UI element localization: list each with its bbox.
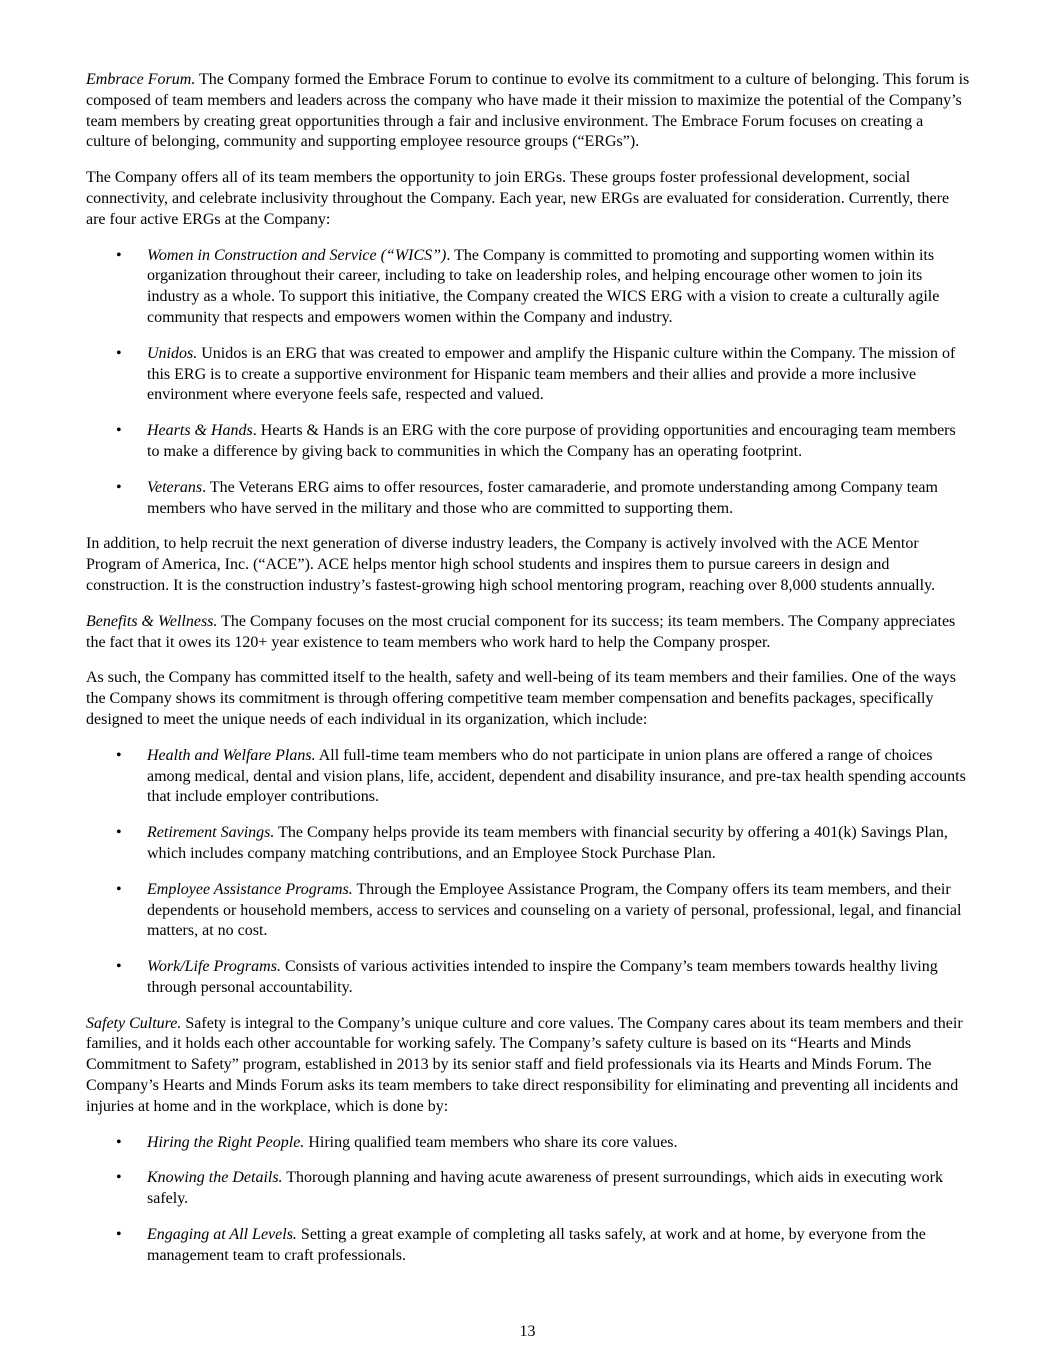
safety-heading: Safety Culture. <box>86 1014 182 1032</box>
erg-name: Veterans <box>147 478 203 496</box>
bullet-icon: • <box>116 1226 122 1244</box>
erg-name: Unidos. <box>147 344 198 362</box>
safety-item-name: Engaging at All Levels. <box>147 1226 297 1244</box>
benefit-name: Employee Assistance Programs. <box>147 880 353 898</box>
list-item <box>86 957 971 999</box>
bullet-icon: • <box>116 1169 122 1187</box>
erg-name: Women in Construction and Service (“WICS”) <box>147 246 447 264</box>
erg-description: . The Company is committed to promoting and supporting women within its organization throughout their career, including to take on leadership roles, and helping encourage other women to join its industry as a whole. To support this initiative, the Company created the WICS ERG with a vision to create a culturally agile community that respects and empowers women within the Company and industry. <box>147 246 940 326</box>
safety-item-name: Hiring the Right People. <box>147 1133 305 1151</box>
safety-item-description: Hiring qualified team members who share its core values. <box>304 1133 678 1151</box>
bullet-icon: • <box>116 344 122 362</box>
safety-text: Safety is integral to the Company’s unique culture and core values. The Company cares about its team members and their families, and it holds each other accountable for working safely. The Company’s safety culture is based on its “Hearts and Minds Commitment to Safety” program, established in 2013 by its senior staff and field professionals via its Hearts and Minds Forum. The Company’s Hearts and Minds Forum asks its team members to take direct responsibility for eliminating and preventing all incidents and injuries at home and in the workplace, which is done by: <box>86 1014 963 1115</box>
list-item <box>86 880 971 942</box>
embrace-forum-paragraph <box>86 70 971 153</box>
list-item <box>86 1168 971 1210</box>
safety-item-name: Knowing the Details. <box>147 1169 283 1187</box>
list-item <box>86 823 971 865</box>
benefits-intro-paragraph: As such, the Company has committed itself to the health, safety and well-being of its team members and their families. One of the ways the Company shows its commitment is through offering competitive team member compensation and benefits packages, specifically designed to meet the unique needs of each individual in its organization, which include: <box>86 669 956 728</box>
list-item <box>86 421 971 463</box>
bullet-icon: • <box>116 824 122 842</box>
bullet-icon: • <box>116 246 122 264</box>
list-item <box>86 246 971 329</box>
benefits-text: The Company focuses on the most crucial component for its success; its team members. The Company appreciates the fact that it owes its 120+ year existence to team members who work hard to help the Company prosper. <box>86 612 956 651</box>
erg-name: Hearts & Hands <box>147 422 253 440</box>
bullet-icon: • <box>116 880 122 898</box>
benefit-name: Retirement Savings. <box>147 824 275 842</box>
list-item <box>86 478 971 520</box>
benefits-paragraph <box>86 612 971 654</box>
document-page <box>86 70 971 1282</box>
bullet-icon: • <box>116 746 122 764</box>
ergs-list <box>86 246 971 520</box>
bullet-icon: • <box>116 422 122 440</box>
benefit-description: Consists of various activities intended to inspire the Company’s team members towards healthy living through personal accountability. <box>147 958 938 996</box>
page-number: 13 <box>519 1323 536 1340</box>
benefits-heading: Benefits & Wellness. <box>86 612 218 630</box>
bullet-icon: • <box>116 478 122 496</box>
list-item <box>86 1225 971 1267</box>
benefit-name: Work/Life Programs. <box>147 958 281 976</box>
benefit-description: Through the Employee Assistance Program, the Company offers its team members, and their dependents or household members, access to services and counseling on a variety of personal, professional, legal, and financial matters, at no cost. <box>147 880 962 940</box>
embrace-forum-text: The Company formed the Embrace Forum to continue to evolve its commitment to a culture of belonging. This forum is composed of team members and leaders across the company who have made it their mission to maximize the potential of the Company’s team members by creating great opportunities through a fair and inclusive environment. The Embrace Forum focuses on creating a culture of belonging, community and supporting employee resource groups (“ERGs”). <box>86 71 970 151</box>
list-item <box>86 746 971 808</box>
ergs-intro-paragraph: The Company offers all of its team members the opportunity to join ERGs. These groups foster professional development, social connectivity, and celebrate inclusivity throughout the Company. Each year, new ERGs are evaluated for consideration. Currently, there are four active ERGs at the Company: <box>86 169 950 228</box>
safety-item-description: Setting a great example of completing all tasks safely, at work and at home, by everyone from the management team to craft professionals. <box>147 1226 926 1264</box>
erg-description: . Hearts & Hands is an ERG with the core purpose of providing opportunities and encouraging team members to make a difference by giving back to communities in which the Company has an operating footprint. <box>147 422 956 460</box>
embrace-forum-heading: Embrace Forum. <box>86 71 196 88</box>
benefit-name: Health and Welfare Plans. <box>147 746 316 764</box>
bullet-icon: • <box>116 958 122 976</box>
bullet-icon: • <box>116 1133 122 1151</box>
safety-list <box>86 1133 971 1267</box>
benefits-list <box>86 746 971 999</box>
safety-paragraph <box>86 1014 971 1118</box>
ace-paragraph: In addition, to help recruit the next generation of diverse industry leaders, the Company is actively involved with the ACE Mentor Program of America, Inc. (“ACE”). ACE helps mentor high school students and inspires them to pursue careers in design and construction. It is the construction industry’s fastest-growing high school mentoring program, reaching over 8,000 students annually. <box>86 535 936 594</box>
safety-item-description: Thorough planning and having acute awareness of present surroundings, which aids in executing work safely. <box>147 1169 943 1208</box>
erg-description: . The Veterans ERG aims to offer resources, foster camaraderie, and promote understanding among Company team members who have served in the military and those who are committed to supporting them. <box>147 478 938 517</box>
erg-description: Unidos is an ERG that was created to empower and amplify the Hispanic culture within the Company. The mission of this ERG is to create a supportive environment for Hispanic team members and their allies and provide a more inclusive environment where everyone feels safe, respected and valued. <box>147 344 956 404</box>
benefit-description: All full-time team members who do not participate in union plans are offered a range of choices among medical, dental and vision plans, life, accident, dependent and disability insurance, and pre-tax health spending accounts that include employer contributions. <box>147 746 966 806</box>
benefit-description: The Company helps provide its team members with financial security by offering a 401(k) Savings Plan, which includes company matching contributions, and an Employee Stock Purchase Plan. <box>147 824 948 862</box>
list-item <box>86 344 971 406</box>
list-item <box>86 1133 971 1154</box>
